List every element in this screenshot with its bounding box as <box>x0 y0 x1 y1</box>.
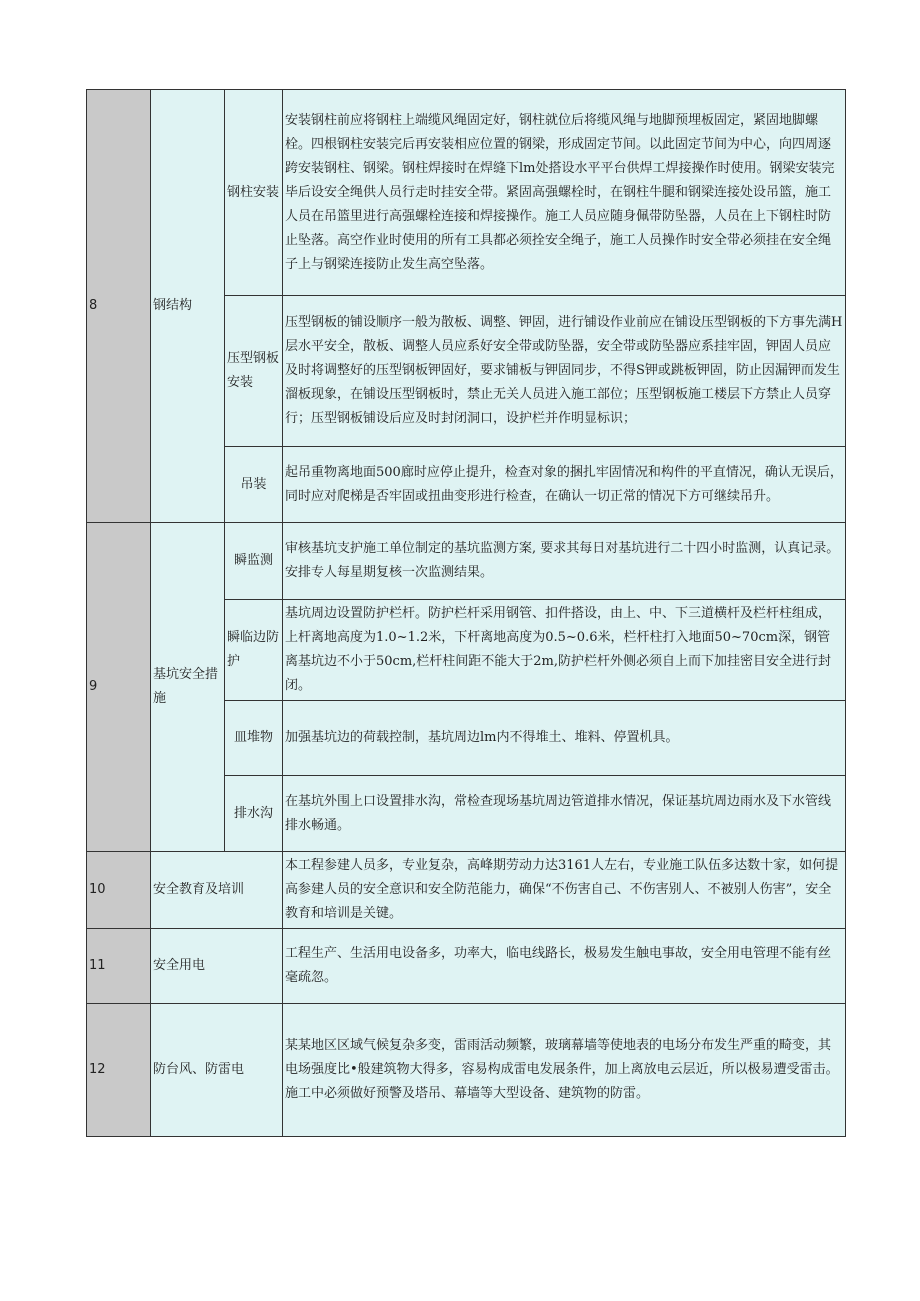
sub-item-content: 审核基坑支护施工单位制定的基坑监测方案, 要求其每日对基坑进行二十四小时监测，认真记录。安排专人每星期复核一次监测结果。 <box>283 523 846 600</box>
sub-item-label: 瞬监测 <box>225 523 283 600</box>
row-content: 本工程参建人员多，专业复杂，高峰期劳动力达3161人左右，专业施工队伍多达数十家，如何提高参建人员的安全意识和安全防范能力，确保“不伤害自己、不伤害别人、不被别人伤害”，安全教育和培训是关键。 <box>283 852 846 929</box>
sub-item-label: 吊装 <box>225 447 283 523</box>
table-row-10 <box>87 852 846 929</box>
table-row-9 <box>87 523 846 600</box>
sub-item-content: 在基坑外围上口设置排水沟，常检查现场基坑周边管道排水情况，保证基坑周边雨水及下水管线排水畅通。 <box>283 776 846 852</box>
sub-item-content: 压型钢板的铺设顺序一般为散板、调整、钾固，进行铺设作业前应在铺设压型钢板的下方事先满H层水平安全，散板、调整人员应系好安全带或防坠器，安全带或防坠器应系挂牢固，钾固人员应及时将调整好的压型钢板钾固好，要求铺板与钾固同步，不得S钾或跳板钾固，防止因漏钾而发生溜板现象，在铺设压型钢板时，禁止无关人员进入施工部位；压型钢板施工楼层下方禁止人员穿行；压型钢板铺设后应及时封闭洞口，设护栏并作明显标识； <box>283 296 846 447</box>
row-content: 工程生产、生活用电设备多，功率大，临电线路长，极易发生触电事故，安全用电管理不能有丝毫疏忽。 <box>283 929 846 1004</box>
table-row-12 <box>87 1004 846 1137</box>
sub-item-label: 压型钢板安装 <box>225 296 283 447</box>
row-number: 12 <box>87 1004 151 1137</box>
table-row-8 <box>87 90 846 296</box>
row-content: 某某地区区域气候复杂多变，雷雨活动频繁，玻璃幕墙等使地表的电场分布发生严重的畸变，其电场强度比•般建筑物大得多，容易构成雷电发展条件，加上离放电云层近，所以极易遭受雷击。施工中必须做好预警及塔吊、幕墙等大型设备、建筑物的防雷。 <box>283 1004 846 1137</box>
sub-item-content: 基坑周边设置防护栏杆。防护栏杆采用钢管、扣件搭设，由上、中、下三道横杆及栏杆柱组成，上杆离地高度为1.0~1.2米，下杆离地高度为0.5~0.6米，栏杆柱打入地面50~70cm深，钢管离基坑边不小于50cm,栏杆柱间距不能大于2m,防护栏杆外侧必须自上而下加挂密目安全进行封闭。 <box>283 600 846 701</box>
table-row-11 <box>87 929 846 1004</box>
sub-item-label: 瞬临边防护 <box>225 600 283 701</box>
safety-measures-table <box>86 89 846 1137</box>
row-category: 钢结构 <box>151 90 225 523</box>
sub-item-label: 排水沟 <box>225 776 283 852</box>
row-number: 9 <box>87 523 151 852</box>
row-category: 防台风、防雷电 <box>151 1004 283 1137</box>
row-category: 安全用电 <box>151 929 283 1004</box>
row-category: 安全教育及培训 <box>151 852 283 929</box>
row-number: 11 <box>87 929 151 1004</box>
row-number: 8 <box>87 90 151 523</box>
row-category: 基坑安全措施 <box>151 523 225 852</box>
sub-item-content: 起吊重物离地面500廊时应停止提升，检查对象的捆扎牢固情况和构件的平直情况，确认无误后，同时应对爬梯是否牢固或扭曲变形进行检查，在确认一切正常的情况下方可继续吊升。 <box>283 447 846 523</box>
sub-item-label: 皿堆物 <box>225 701 283 776</box>
row-number: 10 <box>87 852 151 929</box>
sub-item-content: 加强基坑边的荷载控制，基坑周边lm内不得堆土、堆料、停置机具。 <box>283 701 846 776</box>
sub-item-content: 安装钢柱前应将钢柱上端缆风绳固定好，钢柱就位后将缆风绳与地脚预埋板固定，紧固地脚螺栓。四根钢柱安装完后再安装相应位置的钢梁，形成固定节间。以此固定节间为中心，向四周逐跨安装钢柱、钢梁。钢柱焊接时在焊缝下lm处搭设水平平台供焊工焊接操作时使用。钢梁安装完毕后设安全绳供人员行走时挂安全带。紧固高强螺栓时，在钢柱牛腿和钢梁连接处设吊篮，施工人员在吊篮里进行高强螺栓连接和焊接操作。施工人员应随身佩带防坠器，人员在上下钢柱时防止坠落。高空作业时使用的所有工具都必须拴安全绳子，施工人员操作时安全带必须挂在安全绳子上与钢梁连接防止发生高空坠落。 <box>283 90 846 296</box>
sub-item-label: 钢柱安装 <box>225 90 283 296</box>
